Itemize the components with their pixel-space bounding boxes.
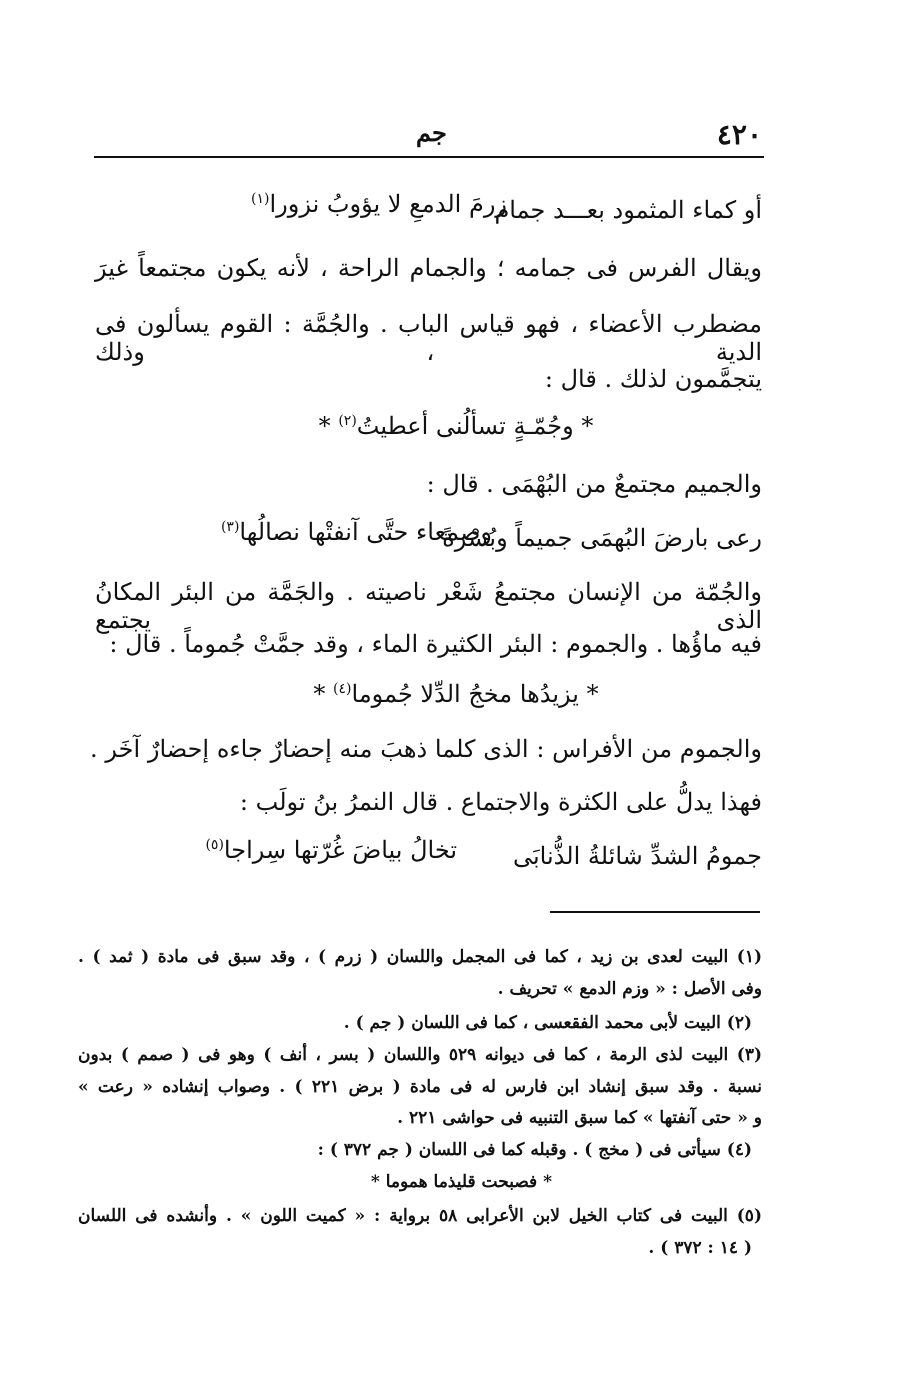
footnote-ref-1: (١) [251, 191, 270, 207]
footnote-line: (٣) البيت لذى الرمة ، كما فى ديوانه ٥٢٩ واللسان ( بسر ، أنف ) وهو فى ( صمم ) بدون [78, 1045, 762, 1065]
body-line: مضطرب الأعضاء ، فهو قياس الباب . والجُمَّة : القوم يسألون فى الدية ، وذلك [95, 310, 762, 366]
footnote-line: * فصبحت قليذما هموما * [370, 1172, 552, 1192]
body-line: والجموم من الأفراس : الذى كلما ذهبَ منه إحضارٌ جاءه إحضارٌ آخَر . [90, 735, 762, 763]
verse-1-first-hemistich: أو كماء المثمود بعـــد جمام [494, 196, 762, 224]
verse-5-second-hemistich: تخالُ بياضَ غُرّتها سِراجا$^{(٥)}$ [205, 836, 457, 864]
footnote-ref-2: (٢) [338, 413, 357, 429]
body-line: والجميم مجتمعٌ من البُهْمَى . قال : [426, 470, 762, 498]
footnote-line: وفى الأصل : « وزم الدمع » تحريف . [497, 979, 762, 999]
footnote-separator [550, 911, 760, 913]
footnote-ref-3: (٣) [220, 519, 240, 535]
page-number: ٤٢٠ [716, 118, 762, 151]
body-line: يتجمَّمون لذلك . قال : [544, 365, 762, 393]
footnote-line: و « حتى آنفتها » كما سبق التنبيه فى حواشى ٢٢١ . [397, 1108, 762, 1128]
body-line: فيه ماؤُها . والجموم : البئر الكثيرة الماء ، وقد جمَّتْ جُموماً . قال : [109, 630, 762, 658]
body-line: والجُمّة من الإنسان مجتمعُ شَعْر ناصيته . والجَمَّة من البئر المكانُ الذى يجتمع [95, 578, 762, 634]
footnote-ref-5: (٥) [205, 837, 224, 853]
footnote-line: (٤) سيأتى فى ( مخج ) . وقبله كما فى اللسان ( جم ٣٧٢ ) : [317, 1140, 752, 1160]
footnote-line: (٢) البيت لأبى محمد الفقعسى ، كما فى اللسان ( جم ) . [343, 1013, 752, 1033]
footnote-line: نسبة . وقد سبق إنشاد ابن فارس له فى مادة ( برض ٢٢١ ) . وصواب إنشاده « رعت » [78, 1077, 762, 1097]
footnote-line: ( ١٤ : ٣٧٢ ) . [648, 1238, 752, 1258]
verse-5-first-hemistich: جمومُ الشدِّ شائلةُ الذُّنابَى [512, 842, 762, 870]
footnote-line: (١) البيت لعدى بن زيد ، كما فى المجمل واللسان ( زرم ) ، وقد سبق فى مادة ( ثمد ) . [78, 947, 762, 967]
footnote-line: (٥) البيت فى كتاب الخيل لابن الأعرابى ٥٨ برواية : « كميت اللون » . وأنشده فى اللسان [78, 1206, 762, 1226]
header-rule [94, 156, 764, 158]
footnote-ref-4: (٤) [333, 681, 352, 697]
body-line: ويقال الفرس فى جمامه ؛ والجمام الراحة ، لأنه يكون مجتمعاً غيرَ [95, 254, 762, 282]
body-line: فهذا يدلُّ على الكثرة والاجتماع . قال النمرُ بنُ تولَب : [239, 788, 762, 816]
running-head: جم [416, 118, 447, 147]
verse-3-second-hemistich: وصمعاء حتَّى آنفتْها نصالُها$^{(٣)}$ [220, 518, 492, 546]
verse-1-second-hemistich: زرمَ الدمعِ لا يؤوبُ نزورا$^{(١)}$ [251, 190, 507, 218]
verse-4: * يزيدُها مخجُ الدِّلا جُموما$^{(٤)}$ * [313, 680, 599, 708]
verse-3-first-hemistich: رعى بارضَ البُهمَى جميماً وبُسْرةً [442, 524, 762, 552]
verse-2: * وجُمّـةٍ تسألُنى أعطيتُ$^{(٢)}$ * [318, 412, 594, 440]
